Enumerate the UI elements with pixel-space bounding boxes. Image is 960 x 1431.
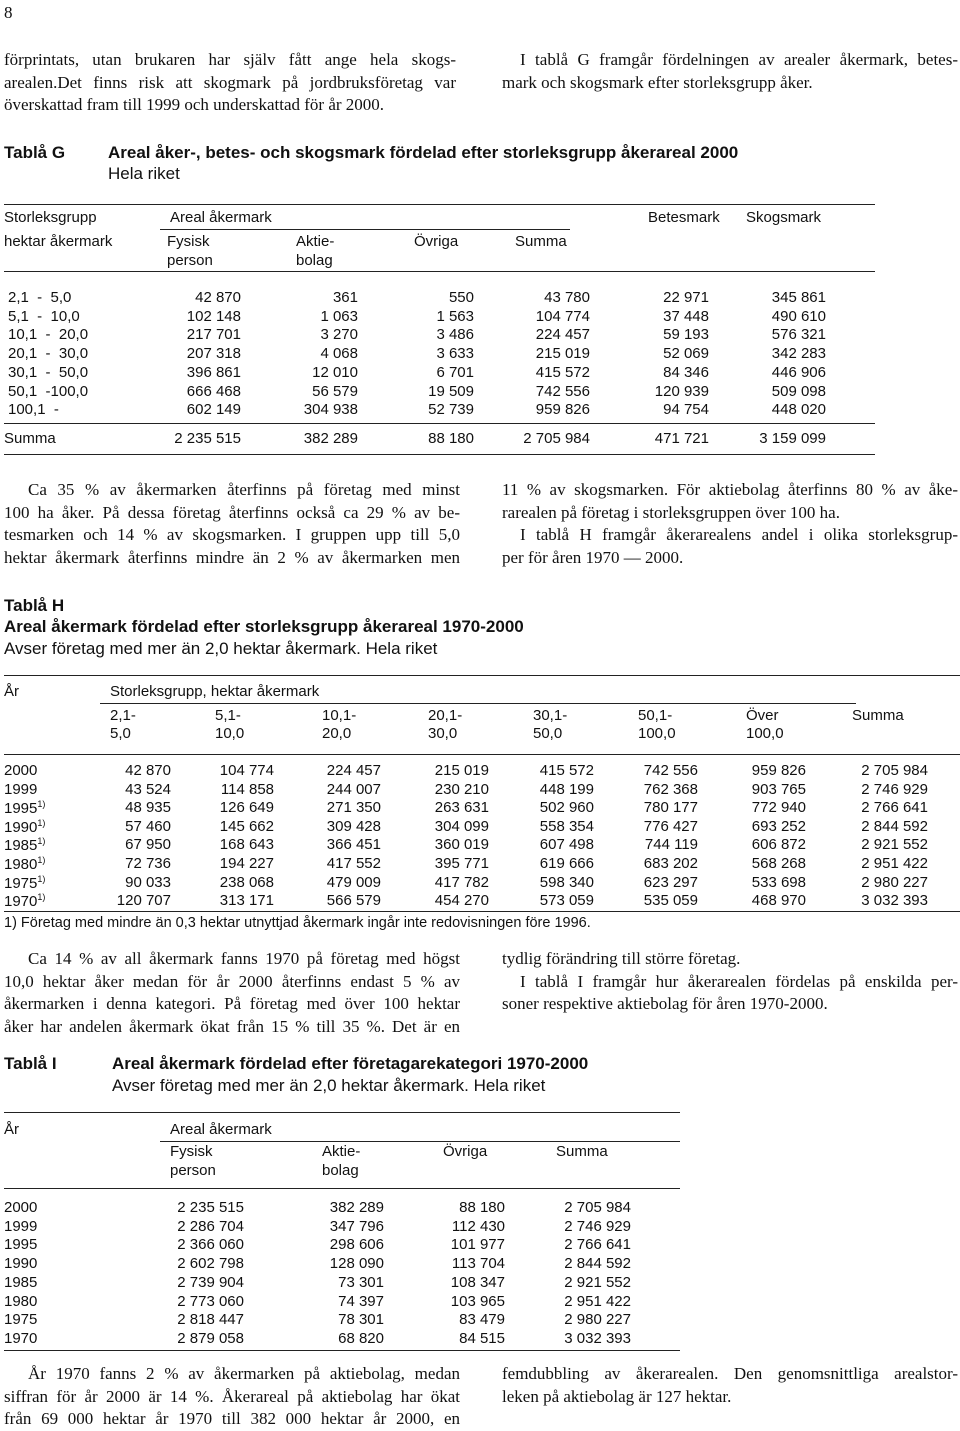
text-line: 100 ha åker. På dessa företag återfinns också ca 29 % av be- (4, 502, 460, 522)
mid-right-paragraph (502, 479, 958, 569)
size-group-label: 100,1 - (8, 401, 59, 419)
table-cell: 43 780 (544, 289, 590, 306)
table-rule (4, 1350, 680, 1351)
table-rule (160, 229, 570, 230)
table-cell: 454 270 (434, 892, 489, 910)
text-line: förprintats, utan brukaren har själv fått ange hela skogs- (4, 50, 456, 69)
table-cell: 776 427 (643, 817, 698, 835)
col-header: Övriga (414, 233, 459, 250)
footnote: 1) Företag med mindre än 0,3 hektar utnyttjad åkermark ingår inte redovisningen före 1996. (4, 915, 591, 931)
table-cell: 619 666 (539, 855, 594, 872)
table-cell: 207 318 (186, 345, 241, 363)
text-line: Ca 35 % av åkermarken återfinns på företag med minst (28, 480, 460, 499)
table-rule (4, 454, 875, 455)
table-cell: 2 818 447 (177, 1311, 244, 1329)
col-header: Summa (556, 1143, 608, 1160)
text-line: mark och skogsmark efter storleksgrupp åker. (502, 72, 813, 92)
year-label: 1999 (4, 1217, 38, 1235)
table-cell: 43 524 (125, 780, 171, 798)
table-cell: 742 556 (643, 762, 698, 779)
col-header: Storleksgrupp, hektar åkermark (110, 683, 320, 700)
text-line: 10,0 hektar åker medan för år 2000 återfinns endast 5 % av (4, 971, 460, 991)
year-label: 1995 (4, 1236, 38, 1254)
table-cell: 573 059 (539, 892, 594, 910)
table-cell: 244 007 (326, 780, 381, 798)
col-header: Areal åkermark (170, 1121, 272, 1138)
mid-left-paragraph (4, 479, 460, 569)
table-rule (4, 1188, 680, 1189)
col-header: 20,0 (322, 725, 352, 742)
footnote-marker: 1) (37, 855, 46, 865)
table-cell: 22 971 (663, 289, 709, 306)
table-cell: 693 252 (751, 817, 806, 835)
table-cell: 108 347 (450, 1273, 505, 1291)
table-cell: 903 765 (751, 780, 806, 798)
table-cell: 396 861 (186, 363, 241, 381)
table-cell: 2 766 641 (564, 1236, 631, 1254)
table-cell: 2 766 641 (861, 799, 928, 817)
table-cell: 448 020 (771, 401, 826, 419)
table-cell: 230 210 (434, 780, 489, 798)
table-cell: 57 460 (125, 817, 171, 835)
footnote-marker: 1) (37, 873, 46, 884)
total-label: Summa (4, 430, 56, 447)
table-cell: 959 826 (535, 401, 590, 419)
table-cell: 114 858 (220, 780, 274, 798)
table-cell: 533 698 (751, 873, 806, 891)
text-line: I tablå H framgår åkerarealens andel i olika storleksgrup- (520, 525, 958, 545)
table-cell: 37 448 (663, 307, 709, 325)
table-cell: 78 301 (338, 1311, 384, 1329)
text-line: I tablå I framgår hur åkerarealen fördelas på enskilda per- (520, 971, 958, 991)
table-cell: 72 736 (125, 855, 171, 872)
table-cell: 113 704 (451, 1255, 505, 1273)
table-cell: 361 (332, 289, 358, 306)
table-cell: 103 965 (450, 1292, 505, 1310)
table-cell: 2 879 058 (177, 1329, 244, 1347)
table-cell: 623 297 (643, 873, 698, 891)
table-cell: 2 286 704 (177, 1217, 244, 1235)
year-label: 1990$^{1)}$ (4, 817, 46, 836)
table-cell: 479 009 (326, 873, 381, 891)
table-cell: 4 068 (320, 345, 358, 363)
table-cell: 568 268 (751, 855, 806, 872)
table-cell: 126 649 (219, 799, 274, 817)
col-header: Övriga (443, 1143, 488, 1160)
table-cell: 120 939 (654, 382, 709, 400)
col-header: Över (746, 707, 779, 724)
text-line: åker har andelen åkermark ökat från 15 % till 35 %. Det är en (4, 1016, 460, 1036)
table-cell: 1 563 (436, 307, 474, 325)
year-label: 1999 (4, 780, 38, 798)
tabla-g-subtitle: Hela riket (108, 164, 180, 183)
year-label: 1980$^{1)}$ (4, 855, 46, 873)
table-cell: 67 950 (125, 836, 171, 854)
table-cell: 194 227 (219, 855, 274, 872)
table-cell: 298 606 (329, 1236, 384, 1254)
table-cell: 2 951 422 (861, 855, 928, 872)
table-rule (4, 423, 875, 424)
tabla-h-subtitle: Avser företag med mer än 2,0 hektar åkermark. Hela riket (4, 639, 438, 658)
table-cell: 56 579 (312, 382, 358, 400)
col-header: 2,1- (110, 707, 136, 724)
lower-left-paragraph (4, 948, 460, 1038)
col-header: 50,0 (533, 725, 563, 742)
tabla-g-title: Areal åker-, betes- och skogsmark fördelad efter storleksgrupp åkerareal 2000 (108, 143, 739, 162)
table-cell: 3 270 (320, 326, 358, 344)
table-cell: 73 301 (338, 1273, 384, 1291)
footnote-marker: 1) (37, 836, 46, 847)
table-cell: 959 826 (751, 762, 806, 779)
year-label: 1980 (4, 1292, 38, 1310)
col-header: 100,0 (746, 725, 784, 742)
total-cell: 471 721 (654, 430, 709, 447)
col-header: Summa (852, 707, 904, 724)
table-rule (100, 703, 856, 704)
table-cell: 90 033 (125, 873, 171, 891)
table-cell: 366 451 (326, 836, 381, 854)
col-header: Skogsmark (746, 209, 822, 226)
table-cell: 42 870 (125, 762, 171, 779)
tabla-h-title: Areal åkermark fördelad efter storleksgrupp åkerareal 1970-2000 (4, 617, 524, 636)
text-line: hektar åkermark återfinns mindre än 2 % av åkermarken men (4, 547, 460, 567)
table-cell: 104 774 (219, 762, 274, 779)
col-header: bolag (296, 252, 333, 269)
table-cell: 145 662 (219, 817, 274, 835)
total-cell: 2 705 984 (523, 430, 590, 447)
table-cell: 48 935 (125, 799, 171, 817)
table-cell: 271 350 (326, 799, 381, 817)
table-cell: 128 090 (329, 1255, 384, 1273)
table-cell: 509 098 (771, 382, 826, 400)
table-cell: 566 579 (326, 892, 381, 910)
text-line: År 1970 fanns 2 % av åkermarken på aktiebolag, medan (28, 1364, 460, 1383)
col-header: person (170, 1162, 216, 1179)
total-cell: 2 235 515 (174, 430, 241, 447)
table-cell: 2 921 552 (564, 1273, 631, 1291)
table-cell: 415 572 (535, 363, 590, 381)
table-cell: 342 283 (771, 345, 826, 363)
text-line: soner respektive aktiebolag för åren 1970-2000. (502, 994, 828, 1014)
table-cell: 304 099 (434, 817, 489, 835)
year-label: 2000 (4, 762, 38, 779)
col-header: Fysisk (170, 1143, 213, 1160)
table-cell: 382 289 (329, 1199, 384, 1216)
table-cell: 52 739 (428, 401, 474, 419)
text-line: femdubbling av åkerarealen. Den genomsnittliga arealstor- (502, 1364, 958, 1383)
bottom-left-paragraph (4, 1363, 460, 1431)
size-group-label: 5,1 - 10,0 (8, 307, 80, 325)
col-header: Aktie- (296, 233, 335, 250)
col-header: Summa (515, 233, 567, 250)
text-line: I tablå G framgår fördelningen av arealer åkermark, betes- (520, 50, 958, 69)
table-cell: 2 980 227 (564, 1311, 631, 1329)
table-rule (160, 1141, 680, 1142)
table-cell: 415 572 (539, 762, 594, 779)
col-header: 5,1- (215, 707, 241, 724)
footnote-marker: 1) (37, 892, 46, 903)
text-line: Ca 14 % av all åkermark fanns 1970 på företag med högst (28, 949, 460, 968)
year-label: 1985$^{1)}$ (4, 836, 46, 855)
text-line: per för åren 1970 — 2000. (502, 547, 684, 567)
table-cell: 224 457 (326, 762, 381, 779)
text-line: tesmarken och 14 % av skogsmarken. I gruppen upp till 5,0 (4, 525, 460, 545)
table-cell: 313 171 (219, 892, 274, 910)
lower-right-paragraph (502, 948, 958, 1016)
year-label: 1975$^{1)}$ (4, 873, 46, 892)
col-header: Storleksgrupp (4, 209, 97, 226)
table-rule (4, 271, 875, 272)
table-cell: 535 059 (643, 892, 698, 910)
table-cell: 217 701 (186, 326, 241, 344)
col-header: 100,0 (638, 725, 676, 742)
table-cell: 446 906 (771, 363, 826, 381)
col-header: 30,1- (533, 707, 568, 724)
text-line: åkermarken i denna kategori. På företag med över 100 hektar (4, 994, 460, 1014)
page-number: 8 (4, 3, 13, 22)
table-cell: 74 397 (338, 1292, 384, 1310)
size-group-label: 10,1 - 20,0 (8, 326, 89, 344)
table-cell: 2 773 060 (177, 1292, 244, 1310)
table-cell: 3 486 (436, 326, 474, 344)
table-cell: 772 940 (751, 799, 806, 817)
table-cell: 666 468 (186, 382, 241, 400)
year-label: 1990 (4, 1255, 38, 1273)
footnote-marker: 1) (37, 817, 46, 828)
table-cell: 417 552 (326, 855, 381, 872)
table-cell: 168 643 (219, 836, 274, 854)
table-cell: 52 069 (663, 345, 709, 363)
col-header: 20,1- (428, 707, 463, 724)
table-cell: 742 556 (535, 382, 590, 400)
year-label: 1985 (4, 1273, 38, 1291)
table-cell: 83 479 (459, 1311, 505, 1329)
table-cell: 2 844 592 (564, 1255, 631, 1273)
table-cell: 94 754 (663, 401, 709, 419)
table-cell: 215 019 (434, 762, 489, 779)
table-rule (4, 204, 875, 205)
table-rule (4, 911, 960, 912)
table-cell: 2 844 592 (861, 817, 928, 835)
table-cell: 2 921 552 (861, 836, 928, 854)
table-cell: 2 746 929 (564, 1217, 631, 1235)
text-line: arealen.Det finns risk att skogmark på jordbruksföretag var (4, 72, 456, 92)
table-cell: 744 119 (644, 836, 698, 854)
text-line: 11 % av skogsmarken. För aktiebolag återfinns 80 % av åke- (502, 480, 958, 499)
table-cell: 683 202 (643, 855, 698, 872)
table-cell: 2 235 515 (177, 1199, 244, 1216)
col-header: Fysisk (167, 233, 210, 250)
table-cell: 2 951 422 (564, 1292, 631, 1310)
table-rule (4, 1112, 680, 1113)
col-header: 10,0 (215, 725, 245, 742)
intro-right-paragraph (502, 49, 958, 94)
year-label: 1970 (4, 1329, 38, 1347)
year-label: 1995$^{1)}$ (4, 799, 46, 818)
table-rule (4, 675, 960, 676)
col-header: 30,0 (428, 725, 458, 742)
table-rule (4, 754, 960, 755)
table-cell: 120 707 (116, 892, 171, 910)
tabla-i-title: Areal åkermark fördelad efter företagarekategori 1970-2000 (112, 1054, 589, 1073)
table-cell: 502 960 (539, 799, 594, 817)
text-line: siffran för år 2000 är 14 %. Åkerareal på aktiebolag har ökat (4, 1386, 460, 1406)
table-cell: 101 977 (450, 1236, 505, 1254)
tabla-i-label: Tablå I (4, 1054, 57, 1073)
year-label: 1975 (4, 1311, 38, 1329)
table-cell: 345 861 (771, 289, 826, 306)
tabla-i-subtitle: Avser företag med mer än 2,0 hektar åkermark. Hela riket (112, 1076, 546, 1095)
col-header: bolag (322, 1162, 359, 1179)
col-header: Betesmark (648, 209, 720, 226)
size-group-label: 20,1 - 30,0 (8, 345, 89, 363)
table-cell: 215 019 (535, 345, 590, 363)
col-header: År (4, 683, 19, 700)
col-header: 5,0 (110, 725, 131, 742)
table-cell: 762 368 (643, 780, 698, 798)
col-header: År (4, 1121, 19, 1138)
size-group-label: 30,1 - 50,0 (8, 363, 89, 381)
table-cell: 6 701 (436, 363, 474, 381)
text-line: leken på aktiebolag är 127 hektar. (502, 1386, 732, 1406)
table-cell: 19 509 (428, 382, 474, 400)
table-cell: 2 705 984 (564, 1199, 631, 1216)
bottom-right-paragraph (502, 1363, 958, 1408)
text-line: från 69 000 hektar år 1970 till 382 000 hektar år 2000, en (4, 1409, 460, 1429)
table-cell: 347 796 (329, 1217, 384, 1235)
col-header: Areal åkermark (170, 209, 272, 226)
table-cell: 2 739 904 (177, 1273, 244, 1291)
table-cell: 2 746 929 (861, 780, 928, 798)
col-header: 10,1- (322, 707, 357, 724)
table-cell: 468 970 (751, 892, 806, 910)
table-cell: 42 870 (195, 289, 241, 306)
table-cell: 3 032 393 (861, 892, 928, 910)
table-cell: 309 428 (326, 817, 381, 835)
size-group-label: 2,1 - 5,0 (8, 289, 72, 306)
table-cell: 2 366 060 (177, 1236, 244, 1254)
intro-left-paragraph (4, 49, 456, 117)
total-cell: 382 289 (303, 430, 358, 447)
text-line: rarealen på företag i storleksgruppen över 100 ha. (502, 502, 840, 522)
table-cell: 84 346 (663, 363, 709, 381)
size-group-label: 50,1 -100,0 (8, 382, 89, 400)
footnote-marker: 1) (37, 799, 46, 810)
table-cell: 304 938 (303, 401, 358, 419)
table-cell: 238 068 (219, 873, 274, 891)
table-cell: 88 180 (459, 1199, 505, 1216)
tabla-g-label: Tablå G (4, 143, 66, 162)
table-cell: 68 820 (338, 1329, 384, 1347)
table-cell: 2 980 227 (861, 873, 928, 891)
table-cell: 598 340 (539, 873, 594, 891)
table-cell: 558 354 (539, 817, 594, 835)
text-line: överskattad fram till 1999 och underskattad för år 2000. (4, 95, 385, 115)
col-header: Aktie- (322, 1143, 361, 1160)
table-cell: 263 631 (434, 799, 489, 817)
total-cell: 3 159 099 (759, 430, 826, 447)
table-cell: 780 177 (643, 799, 698, 817)
table-cell: 12 010 (312, 363, 358, 381)
table-cell: 602 149 (186, 401, 241, 419)
text-line: tydlig förändring till större företag. (502, 949, 741, 968)
table-cell: 2 602 798 (177, 1255, 244, 1273)
table-cell: 448 199 (539, 780, 594, 798)
total-cell: 88 180 (428, 430, 474, 447)
table-cell: 550 (448, 289, 474, 306)
table-cell: 606 872 (751, 836, 806, 854)
table-cell: 112 430 (451, 1217, 505, 1235)
col-header: 50,1- (638, 707, 673, 724)
table-cell: 84 515 (459, 1329, 505, 1347)
table-cell: 102 148 (186, 307, 241, 325)
table-cell: 417 782 (434, 873, 489, 891)
table-cell: 2 705 984 (861, 762, 928, 779)
col-header: person (167, 252, 213, 269)
tabla-h-label: Tablå H (4, 596, 65, 615)
table-cell: 3 032 393 (564, 1329, 631, 1347)
table-cell: 104 774 (535, 307, 590, 325)
table-cell: 576 321 (771, 326, 826, 344)
col-header: hektar åkermark (4, 233, 113, 250)
table-cell: 1 063 (320, 307, 358, 325)
table-cell: 607 498 (539, 836, 594, 854)
year-label: 1970$^{1)}$ (4, 892, 46, 911)
table-cell: 490 610 (771, 307, 826, 325)
table-cell: 360 019 (434, 836, 489, 854)
table-cell: 59 193 (663, 326, 709, 344)
year-label: 2000 (4, 1199, 38, 1216)
table-cell: 3 633 (436, 345, 474, 363)
table-cell: 395 771 (434, 855, 489, 872)
table-cell: 224 457 (535, 326, 590, 344)
